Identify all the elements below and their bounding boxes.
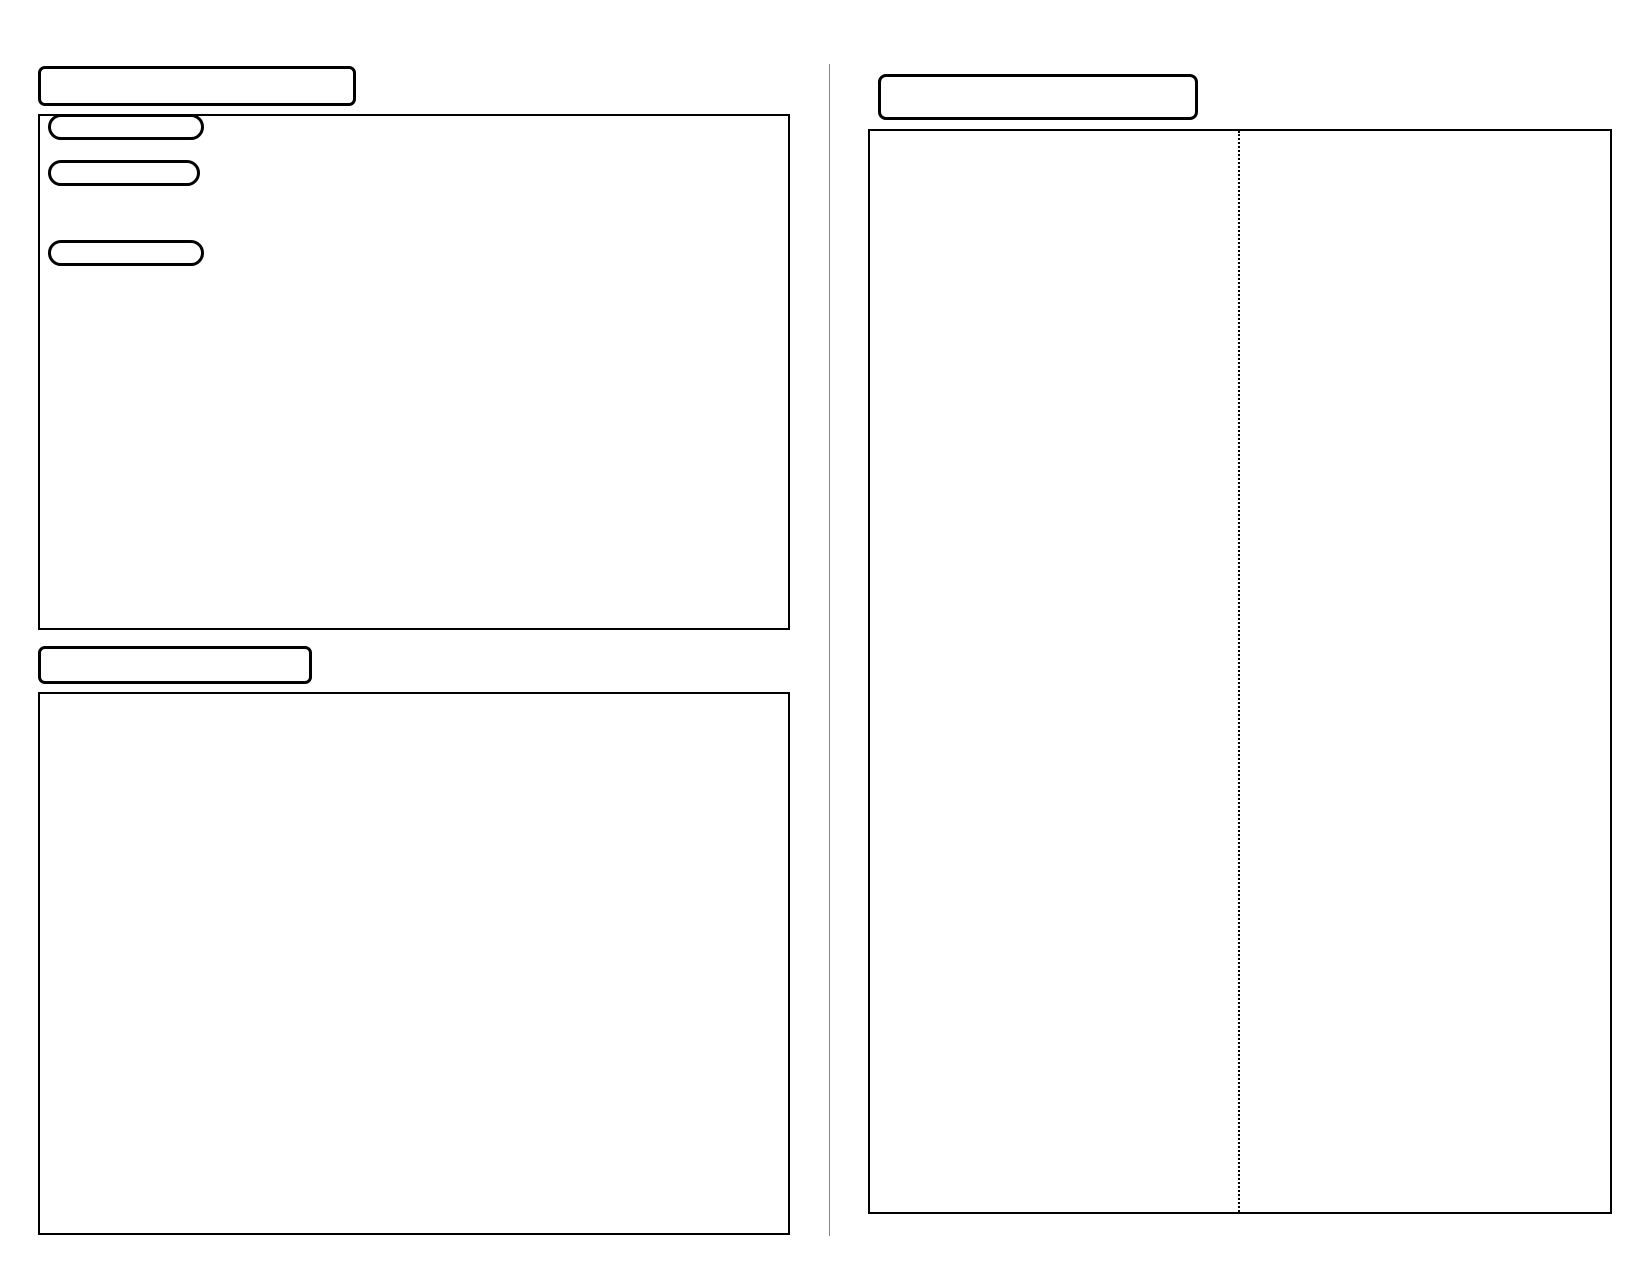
covenantal-prayer-title	[878, 74, 1198, 120]
welcome-label	[48, 114, 204, 140]
offerings-title	[38, 646, 312, 684]
announcements-title	[38, 66, 356, 106]
offerings-box	[38, 692, 790, 1235]
thanks-label	[48, 160, 200, 186]
page-divider	[829, 64, 830, 1236]
covenantal-prayer-box	[868, 129, 1612, 1214]
announcements-box	[38, 114, 790, 630]
notice-label	[48, 240, 204, 266]
column-separator	[1238, 131, 1240, 1212]
